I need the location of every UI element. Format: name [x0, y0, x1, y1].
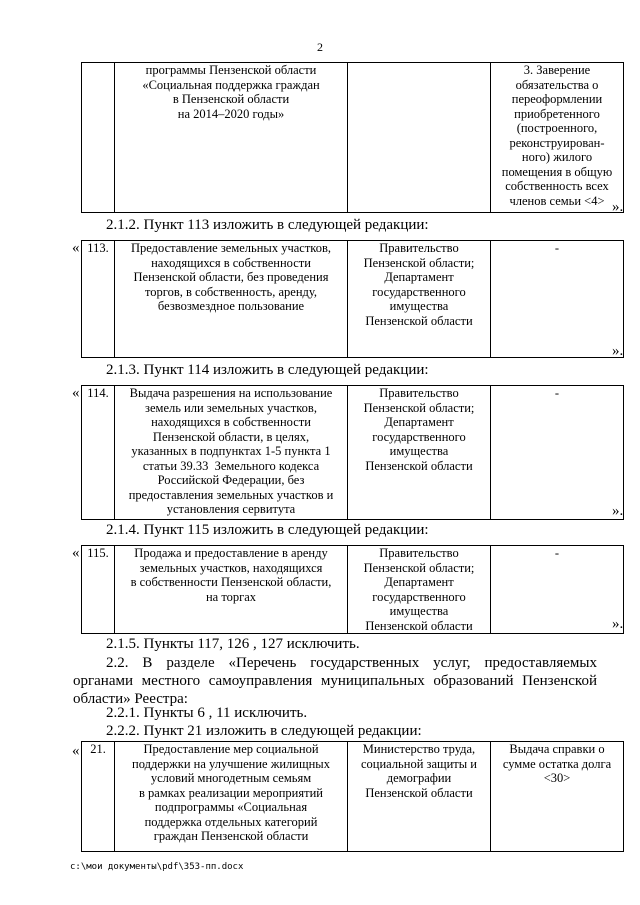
text-line: Правительство [379, 386, 459, 400]
text-line: Департамент [384, 270, 454, 284]
table-row-115 [81, 545, 624, 634]
text-line: установления сервитута [166, 502, 296, 516]
cell-authority [348, 386, 491, 520]
text-line: государственного [372, 589, 466, 604]
text-line: указанных в подпунктах 1-5 пункта 1 [131, 444, 331, 458]
text-line: условий многодетным семьям [150, 771, 312, 785]
text-line: Выдача справки о [509, 742, 605, 756]
text-line: находящихся в собственности [151, 415, 311, 429]
text-line: Пензенской области, без проведения [133, 270, 329, 284]
text-line: Правительство [379, 241, 459, 255]
cell-number: 113. [82, 241, 115, 358]
text-line: 2.2. В разделе «Перечень государственных услуг, предоставляемых [106, 655, 597, 671]
footer-file-path: c:\мои документы\pdf\353-пп.docx [70, 862, 244, 872]
text-line: помещения в общую [501, 164, 613, 179]
text-line: подпрограммы «Социальная [154, 800, 308, 814]
text-line: поддержка отдельных категорий [144, 814, 318, 829]
paragraph-2-2 [73, 654, 597, 708]
text-line: программы Пензенской области [145, 63, 317, 77]
cell-number: 21. [82, 742, 115, 852]
text-line: области» Реестра: [73, 691, 188, 707]
cell-result: - [491, 386, 624, 520]
text-line: обязательства о [515, 77, 599, 92]
text-line: «Социальная поддержка граждан [142, 77, 320, 92]
text-line: Департамент [384, 575, 454, 589]
cell-number: 115. [82, 546, 115, 634]
text-line: сумме остатка долга [502, 756, 612, 771]
text-line: в рамках реализации мероприятий [139, 785, 323, 800]
text-line: реконструирован- [509, 135, 605, 150]
table-row-21 [81, 741, 624, 852]
text-line: в собственности Пензенской области, [130, 575, 332, 589]
text-line: земель или земельных участков, [145, 400, 317, 415]
closing-quote: ». [612, 199, 624, 215]
text-line: Пензенской области [365, 458, 473, 473]
paragraph-2-1-5: 2.1.5. Пункты 117, 126 , 127 исключить. [106, 636, 360, 652]
text-line: в Пензенской области [172, 92, 290, 106]
cell-number [82, 63, 115, 213]
text-line: имущества [389, 604, 449, 618]
text-line: Продажа и предоставление в аренду [134, 546, 328, 560]
text-line: социальной защиты и [360, 756, 477, 771]
cell-service-name [115, 241, 348, 358]
opening-quote: « [72, 743, 80, 759]
cell-service-name [115, 742, 348, 852]
closing-quote: ». [612, 616, 624, 632]
table-row-continuation [81, 62, 624, 213]
text-line: Предоставление мер социальной [143, 742, 319, 756]
text-line: государственного [372, 429, 466, 444]
text-line: членов семьи <4> [509, 193, 605, 208]
table-row-114 [81, 385, 624, 520]
text-line: ного) жилого [521, 150, 593, 164]
table-row-113 [81, 240, 624, 358]
heading-2-1-4: 2.1.4. Пункт 115 изложить в следующей редакции: [106, 522, 429, 538]
cell-result [491, 63, 624, 213]
opening-quote: « [72, 240, 80, 256]
text-line: поддержки на улучшение жилищных [132, 756, 330, 771]
paragraph-2-2-1: 2.2.1. Пункты 6 , 11 исключить. [106, 705, 308, 721]
text-line: Пензенской области [365, 785, 473, 800]
heading-2-2-2: 2.2.2. Пункт 21 изложить в следующей редакции: [106, 723, 422, 739]
text-line: Выдача разрешения на использование [129, 386, 333, 400]
opening-quote: « [72, 545, 80, 561]
cell-result [491, 742, 624, 852]
cell-authority [348, 742, 491, 852]
text-line: торгов, в собственность, аренду, [144, 284, 317, 299]
text-line: Пензенской области; [363, 560, 475, 575]
text-line: органами местного самоуправления муниципальных образований Пензенской [73, 673, 597, 689]
text-line: Пензенской области [365, 313, 473, 328]
text-line: имущества [389, 299, 449, 313]
text-line: демографии [386, 771, 452, 785]
text-line: переоформлении [511, 92, 603, 106]
text-line: имущества [389, 444, 449, 458]
heading-2-1-2: 2.1.2. Пункт 113 изложить в следующей редакции: [106, 217, 429, 233]
text-line: государственного [372, 284, 466, 299]
heading-2-1-3: 2.1.3. Пункт 114 изложить в следующей редакции: [106, 362, 429, 378]
cell-result: - [491, 241, 624, 358]
text-line: безвозмездное пользование [157, 299, 305, 313]
text-line: 3. Заверение [523, 63, 591, 77]
text-line: Российской Федерации, без [157, 473, 305, 487]
text-line: на 2014–2020 годы» [177, 106, 285, 121]
text-line: статьи 39.33 Земельного кодекса [142, 458, 320, 473]
cell-number: 114. [82, 386, 115, 520]
cell-authority [348, 63, 491, 213]
text-line: граждан Пензенской области [153, 829, 309, 843]
closing-quote: ». [612, 343, 624, 359]
text-line: земельных участков, находящихся [139, 560, 323, 575]
text-line: Правительство [379, 546, 459, 560]
cell-authority [348, 241, 491, 358]
text-line: приобретенного [514, 106, 600, 121]
cell-service-name [115, 63, 348, 213]
text-line: находящихся в собственности [151, 255, 311, 270]
cell-authority [348, 546, 491, 634]
text-line: <30> [543, 771, 571, 785]
opening-quote: « [72, 385, 80, 401]
page-number: 2 [317, 40, 323, 54]
text-line: предоставления земельных участков и [128, 487, 334, 502]
text-line: (построенного, [516, 121, 598, 135]
text-line: на торгах [205, 589, 257, 604]
text-line: Департамент [384, 415, 454, 429]
text-line: Пензенской области; [363, 400, 475, 415]
cell-service-name [115, 386, 348, 520]
text-line: Пензенской области; [363, 255, 475, 270]
text-line: Пензенской области, в целях, [152, 429, 310, 444]
text-line: Пензенской области [365, 618, 473, 633]
closing-quote: ». [612, 503, 624, 519]
text-line: собственность всех [505, 179, 609, 193]
text-line: Министерство труда, [362, 742, 476, 756]
cell-service-name [115, 546, 348, 634]
text-line: Предоставление земельных участков, [130, 241, 332, 255]
cell-result: - [491, 546, 624, 634]
